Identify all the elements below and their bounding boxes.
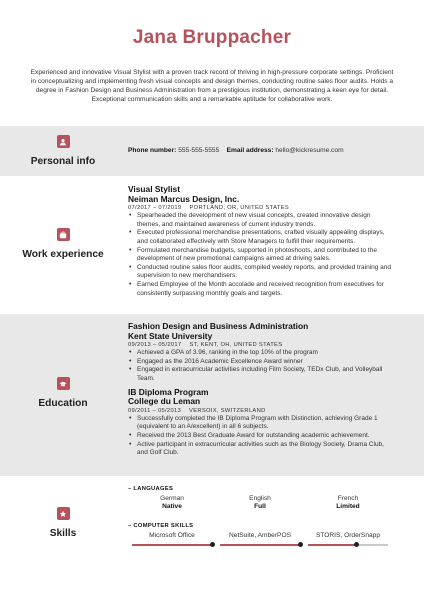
school-name: Kent State University (128, 330, 213, 341)
skill-level-fill (220, 544, 300, 546)
email-label: Email address: (226, 147, 274, 154)
contact-line (128, 147, 394, 154)
languages-list (128, 495, 394, 511)
education-entry (128, 388, 394, 458)
job-entry (128, 185, 394, 298)
language-name: French (337, 495, 359, 502)
language-level: Limited (336, 503, 360, 510)
candidate-name: Jana Bruppacher (132, 27, 292, 48)
section-title-education: Education (38, 398, 88, 409)
section-title-work: Work experience (22, 249, 104, 260)
education-meta (128, 341, 394, 349)
education-meta (128, 407, 394, 415)
language-name: English (249, 495, 271, 502)
phone-label: Phone number: (128, 147, 177, 154)
education-bullets (128, 415, 394, 458)
skill-name: Microsoft Office (149, 532, 195, 539)
education-location: VERSOIX, SWITZERLAND (189, 407, 266, 414)
computer-skill-item (128, 532, 216, 546)
list-item: • Engaged as the 2016 Academic Excellence Award winner (128, 358, 394, 367)
job-title: Visual Stylist (128, 184, 180, 194)
computer-skill-item (216, 532, 304, 546)
education-dates: 09/2011 – 05/2013 (128, 407, 182, 414)
skill-level-fill (132, 544, 212, 546)
list-item: • Engaged in extracurricular activities including Film Society, TEDx Club, and Volleyball Team. (128, 366, 394, 383)
profile-summary: Experienced and innovative Visual Stylist with a proven track record of thriving in high-pressure corporate settings. Proficient in conceptualizing and implementing fresh visual concepts and design themes, conducting routine sales floor audits. Holds a degree in Fashion Design and Business Administration from a prestigious institution, demonstrating a keen eye for detail. Exceptional communication skills and a remarkable aptitude for collaborative work. (30, 69, 394, 103)
school-name: College du Leman (128, 396, 201, 407)
skills-section (0, 476, 424, 600)
person-icon (57, 135, 70, 148)
job-meta (128, 204, 394, 212)
job-location: PORTLAND, OR, UNITED STATES (189, 205, 290, 212)
list-item: • Executed professional merchandise presentations, crafted visually appealing displays, and collaborated effectively with Store Managers to fulfill their requirements. (128, 229, 394, 246)
education-dates: 09/2013 – 05/2017 (128, 342, 182, 349)
skill-level-bar (308, 544, 388, 546)
education-entries (128, 322, 394, 458)
degree-title: IB Diploma Program (128, 386, 209, 397)
language-item (128, 495, 216, 511)
list-item: • Achieved a GPA of 3.96, ranking in the top 10% of the program (128, 349, 394, 358)
personal-info-section (0, 126, 424, 176)
language-level: Full (254, 503, 266, 510)
skills-content (128, 486, 394, 546)
work-experience-section (0, 176, 424, 314)
languages-heading: – LANGUAGES (128, 486, 174, 492)
skill-level-knob (210, 542, 215, 547)
job-company: Neiman Marcus Design, Inc. (128, 193, 240, 204)
phone-value: 555-555-5555 (178, 147, 220, 154)
list-item: • Spearheaded the development of new visual concepts, created innovative design themes, and maintained awareness of current industry trends. (128, 212, 394, 229)
skill-level-fill (308, 544, 356, 546)
list-item: • Received the 2013 Best Graduate Award for outstanding academic achievement. (128, 432, 394, 441)
degree-title: Fashion Design and Business Administration (128, 321, 309, 331)
language-name: German (160, 495, 184, 502)
computer-skills-list (128, 532, 394, 546)
section-title-personal: Personal info (30, 156, 96, 167)
list-item: • Active participant in extracurricular activities such as the Biology Society, Drama Club, and Golf Club. (128, 441, 394, 458)
graduation-cap-icon (57, 377, 70, 390)
education-section (0, 314, 424, 476)
job-dates: 07/2017 – 07/2019 (128, 205, 182, 212)
email-value: hello@kickresume.com (275, 147, 344, 154)
list-item: • Successfully completed the IB Diploma Program with Distinction, achieving Grade 1 (equivalent to an A/excellent) in all 6 subjects. (128, 415, 394, 432)
list-item: • Conducted routine sales floor audits, compiled weekly reports, and provided training and supervision to new merchandisers. (128, 264, 394, 281)
skill-level-bar (220, 544, 300, 546)
computer-skill-item (304, 532, 392, 546)
skills-icon (57, 507, 70, 520)
education-entry (128, 322, 394, 384)
language-item (216, 495, 304, 511)
education-location: ST, KENT, OH, UNITED STATES (189, 342, 283, 349)
skill-level-knob (354, 542, 359, 547)
computer-skills-heading: – COMPUTER SKILLS (128, 523, 194, 529)
language-item (304, 495, 392, 511)
list-item: • Earned Employee of the Month accolade and received recognition from executives for consistently surpassing monthly goals and targets. (128, 281, 394, 298)
skill-name: NetSuite, AmberPOS (229, 532, 291, 539)
briefcase-icon (57, 228, 70, 241)
section-title-skills: Skills (49, 528, 77, 539)
skill-level-knob (298, 542, 303, 547)
list-item: • Formulated merchandise budgets, supported in photoshoots, and contributed to the development of new promotional campaigns aimed at driving sales. (128, 247, 394, 264)
skill-level-bar (132, 544, 212, 546)
language-level: Native (162, 503, 182, 510)
skill-name: STORIS, OrderSnapp (315, 532, 380, 539)
job-bullets (128, 212, 394, 298)
education-bullets (128, 349, 394, 383)
